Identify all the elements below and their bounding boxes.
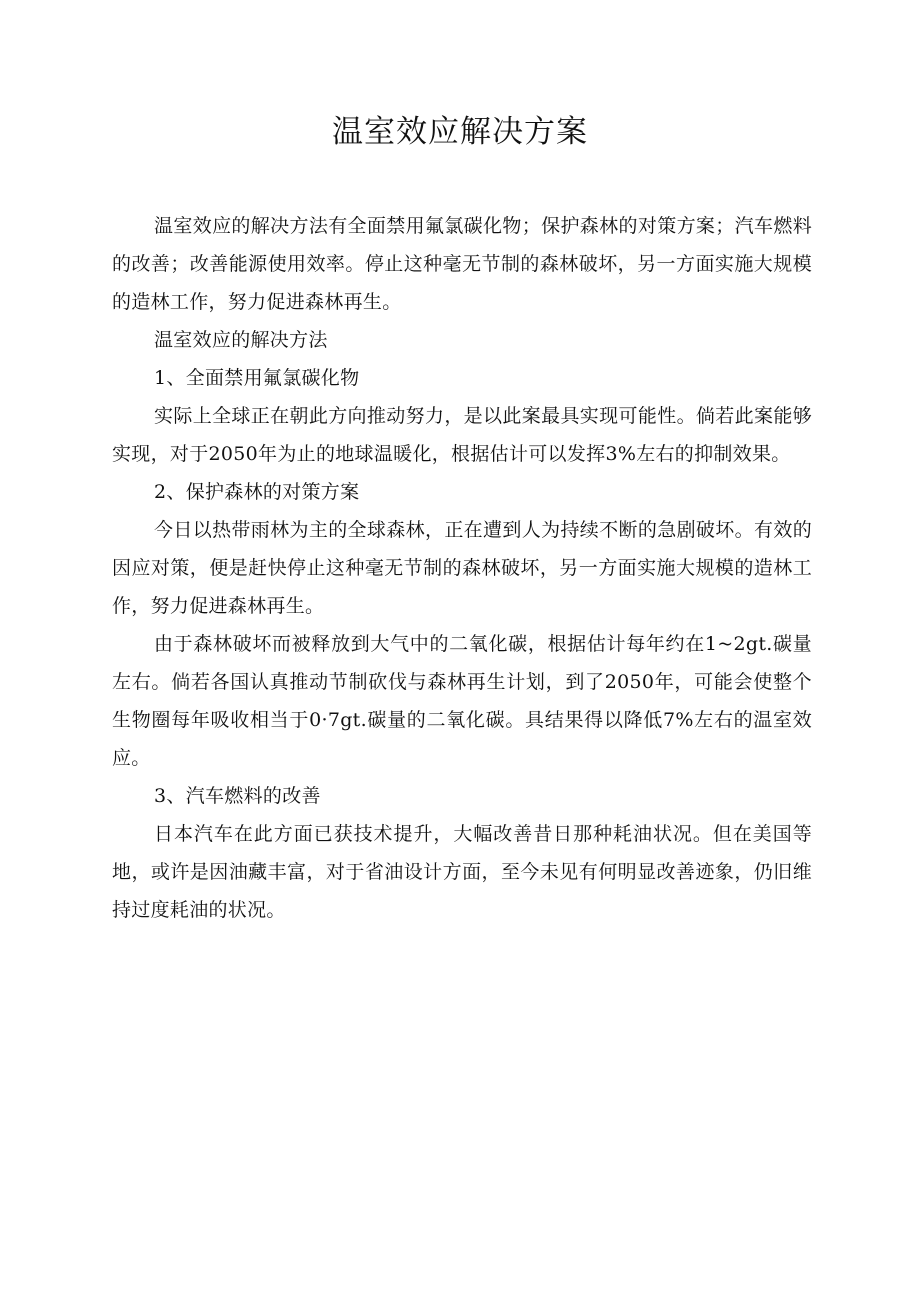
paragraph-fuel: 日本汽车在此方面已获技术提升，大幅改善昔日那种耗油状况。但在美国等地，或许是因油藏丰富，对于省油设计方面，至今未见有何明显改善迹象，仍旧维持过度耗油的状况。 <box>112 823 812 921</box>
section-heading-1: 1、全面禁用氟氯碳化物 <box>154 367 360 389</box>
document-body <box>112 207 812 929</box>
paragraph-forest-2: 由于森林破坏而被释放到大气中的二氧化碳，根据估计每年约在1~2gt.碳量左右。倘若各国认真推动节制砍伐与森林再生计划，到了2050年，可能会使整个生物圈每年吸收相当于0·7gt.碳量的二氧化碳。具结果得以降低7%左右的温室效应。 <box>112 633 812 769</box>
document-title: 温室效应解决方案 <box>332 114 588 150</box>
section-heading-2: 2、保护森林的对策方案 <box>154 481 360 503</box>
paragraph-cfc: 实际上全球正在朝此方向推动努力，是以此案最具实现可能性。倘若此案能够实现，对于2050年为止的地球温暖化，根据估计可以发挥3%左右的抑制效果。 <box>112 405 812 465</box>
paragraph-intro: 温室效应的解决方法有全面禁用氟氯碳化物；保护森林的对策方案；汽车燃料的改善；改善能源使用效率。停止这种毫无节制的森林破坏，另一方面实施大规模的造林工作，努力促进森林再生。 <box>112 215 812 313</box>
paragraph-forest-1: 今日以热带雨林为主的全球森林，正在遭到人为持续不断的急剧破坏。有效的因应对策，便是赶快停止这种毫无节制的森林破坏，另一方面实施大规模的造林工作，努力促进森林再生。 <box>112 519 812 617</box>
section-heading-3: 3、汽车燃料的改善 <box>154 785 321 807</box>
section-heading-methods: 温室效应的解决方法 <box>154 329 328 351</box>
